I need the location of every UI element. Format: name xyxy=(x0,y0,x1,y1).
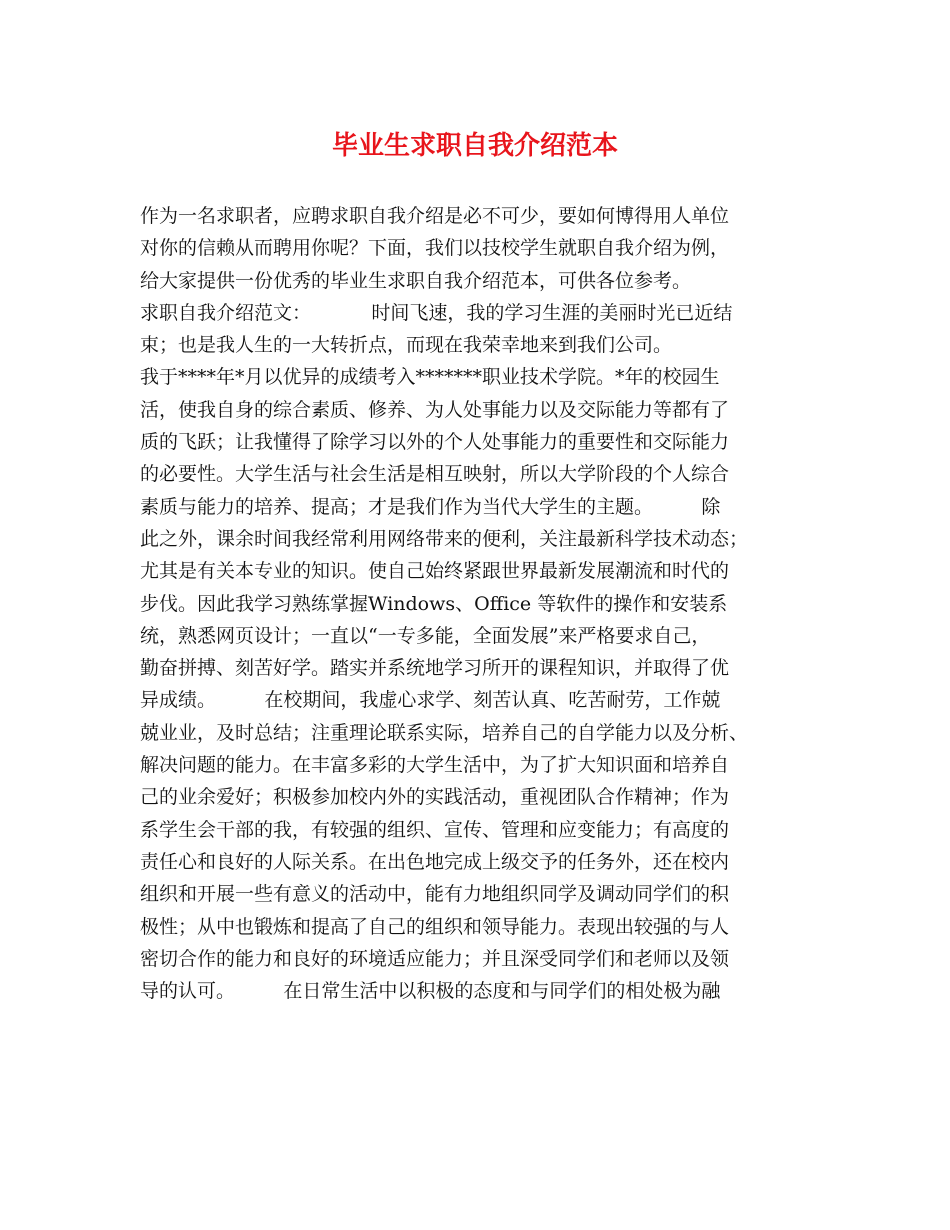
body-line: 我于****年*月以优异的成绩考入*******职业技术学院。*年的校园生 xyxy=(140,366,720,389)
body-line: 己的业余爱好；积极参加校内外的实践活动，重视团队合作精神；作为 xyxy=(140,786,730,809)
body-line: 步伐。因此我学习熟练掌握Windows、Office 等软件的操作和安装系 xyxy=(140,592,728,615)
body-line: 活，使我自身的综合素质、修养、为人处事能力以及交际能力等都有了 xyxy=(140,398,730,421)
body-line: 给大家提供一份优秀的毕业生求职自我介绍范本，可供各位参考。 xyxy=(140,269,692,292)
body-line: 兢业业，及时总结；注重理论联系实际，培养自己的自学能力以及分析、 xyxy=(140,721,749,744)
document-body xyxy=(140,200,820,1007)
body-line: 勤奋拼搏、刻苦好学。踏实并系统地学习所开的课程知识，并取得了优 xyxy=(140,657,730,680)
body-line: 的必要性。大学生活与社会生活是相互映射，所以大学阶段的个人综合 xyxy=(140,463,730,486)
body-line: 此之外，课余时间我经常利用网络带来的便利，关注最新科学技术动态； xyxy=(140,527,749,550)
body-line: 束；也是我人生的一大转折点，而现在我荣幸地来到我们公司。 xyxy=(140,334,673,357)
body-line: 作为一名求职者，应聘求职自我介绍是必不可少，要如何博得用人单位 xyxy=(140,205,730,227)
body-line: 密切合作的能力和良好的环境适应能力；并且深受同学们和老师以及领 xyxy=(140,947,730,970)
body-line: 素质与能力的培养、提高；才是我们作为当代大学生的主题。 除 xyxy=(140,495,721,518)
body-line: 异成绩。 在校期间，我虚心求学、刻苦认真、吃苦耐劳，工作兢 xyxy=(140,689,721,712)
body-line: 尤其是有关本专业的知识。使自己始终紧跟世界最新发展潮流和时代的 xyxy=(140,560,730,583)
body-line: 对你的信赖从而聘用你呢？下面，我们以技校学生就职自我介绍为例， xyxy=(140,237,730,260)
body-line: 求职自我介绍范文： 时间飞速，我的学习生涯的美丽时光已近结 xyxy=(140,301,733,324)
body-line: 导的认可。 在日常生活中以积极的态度和与同学们的相处极为融 xyxy=(140,980,721,1003)
document-title: 毕业生求职自我介绍范本 xyxy=(331,131,618,161)
body-line: 责任心和良好的人际关系。在出色地完成上级交予的任务外，还在校内 xyxy=(140,850,730,873)
body-line: 质的飞跃；让我懂得了除学习以外的个人处事能力的重要性和交际能力 xyxy=(140,431,730,454)
body-line: 解决问题的能力。在丰富多彩的大学生活中，为了扩大知识面和培养自 xyxy=(140,754,730,777)
body-line: 组织和开展一些有意义的活动中，能有力地组织同学及调动同学们的积 xyxy=(140,883,730,906)
body-line: 系学生会干部的我，有较强的组织、宣传、管理和应变能力；有高度的 xyxy=(140,818,730,841)
body-line: 极性；从中也锻炼和提高了自己的组织和领导能力。表现出较强的与人 xyxy=(140,915,730,938)
body-line: 统，熟悉网页设计；一直以“一专多能，全面发展”来严格要求自己， xyxy=(140,624,711,647)
